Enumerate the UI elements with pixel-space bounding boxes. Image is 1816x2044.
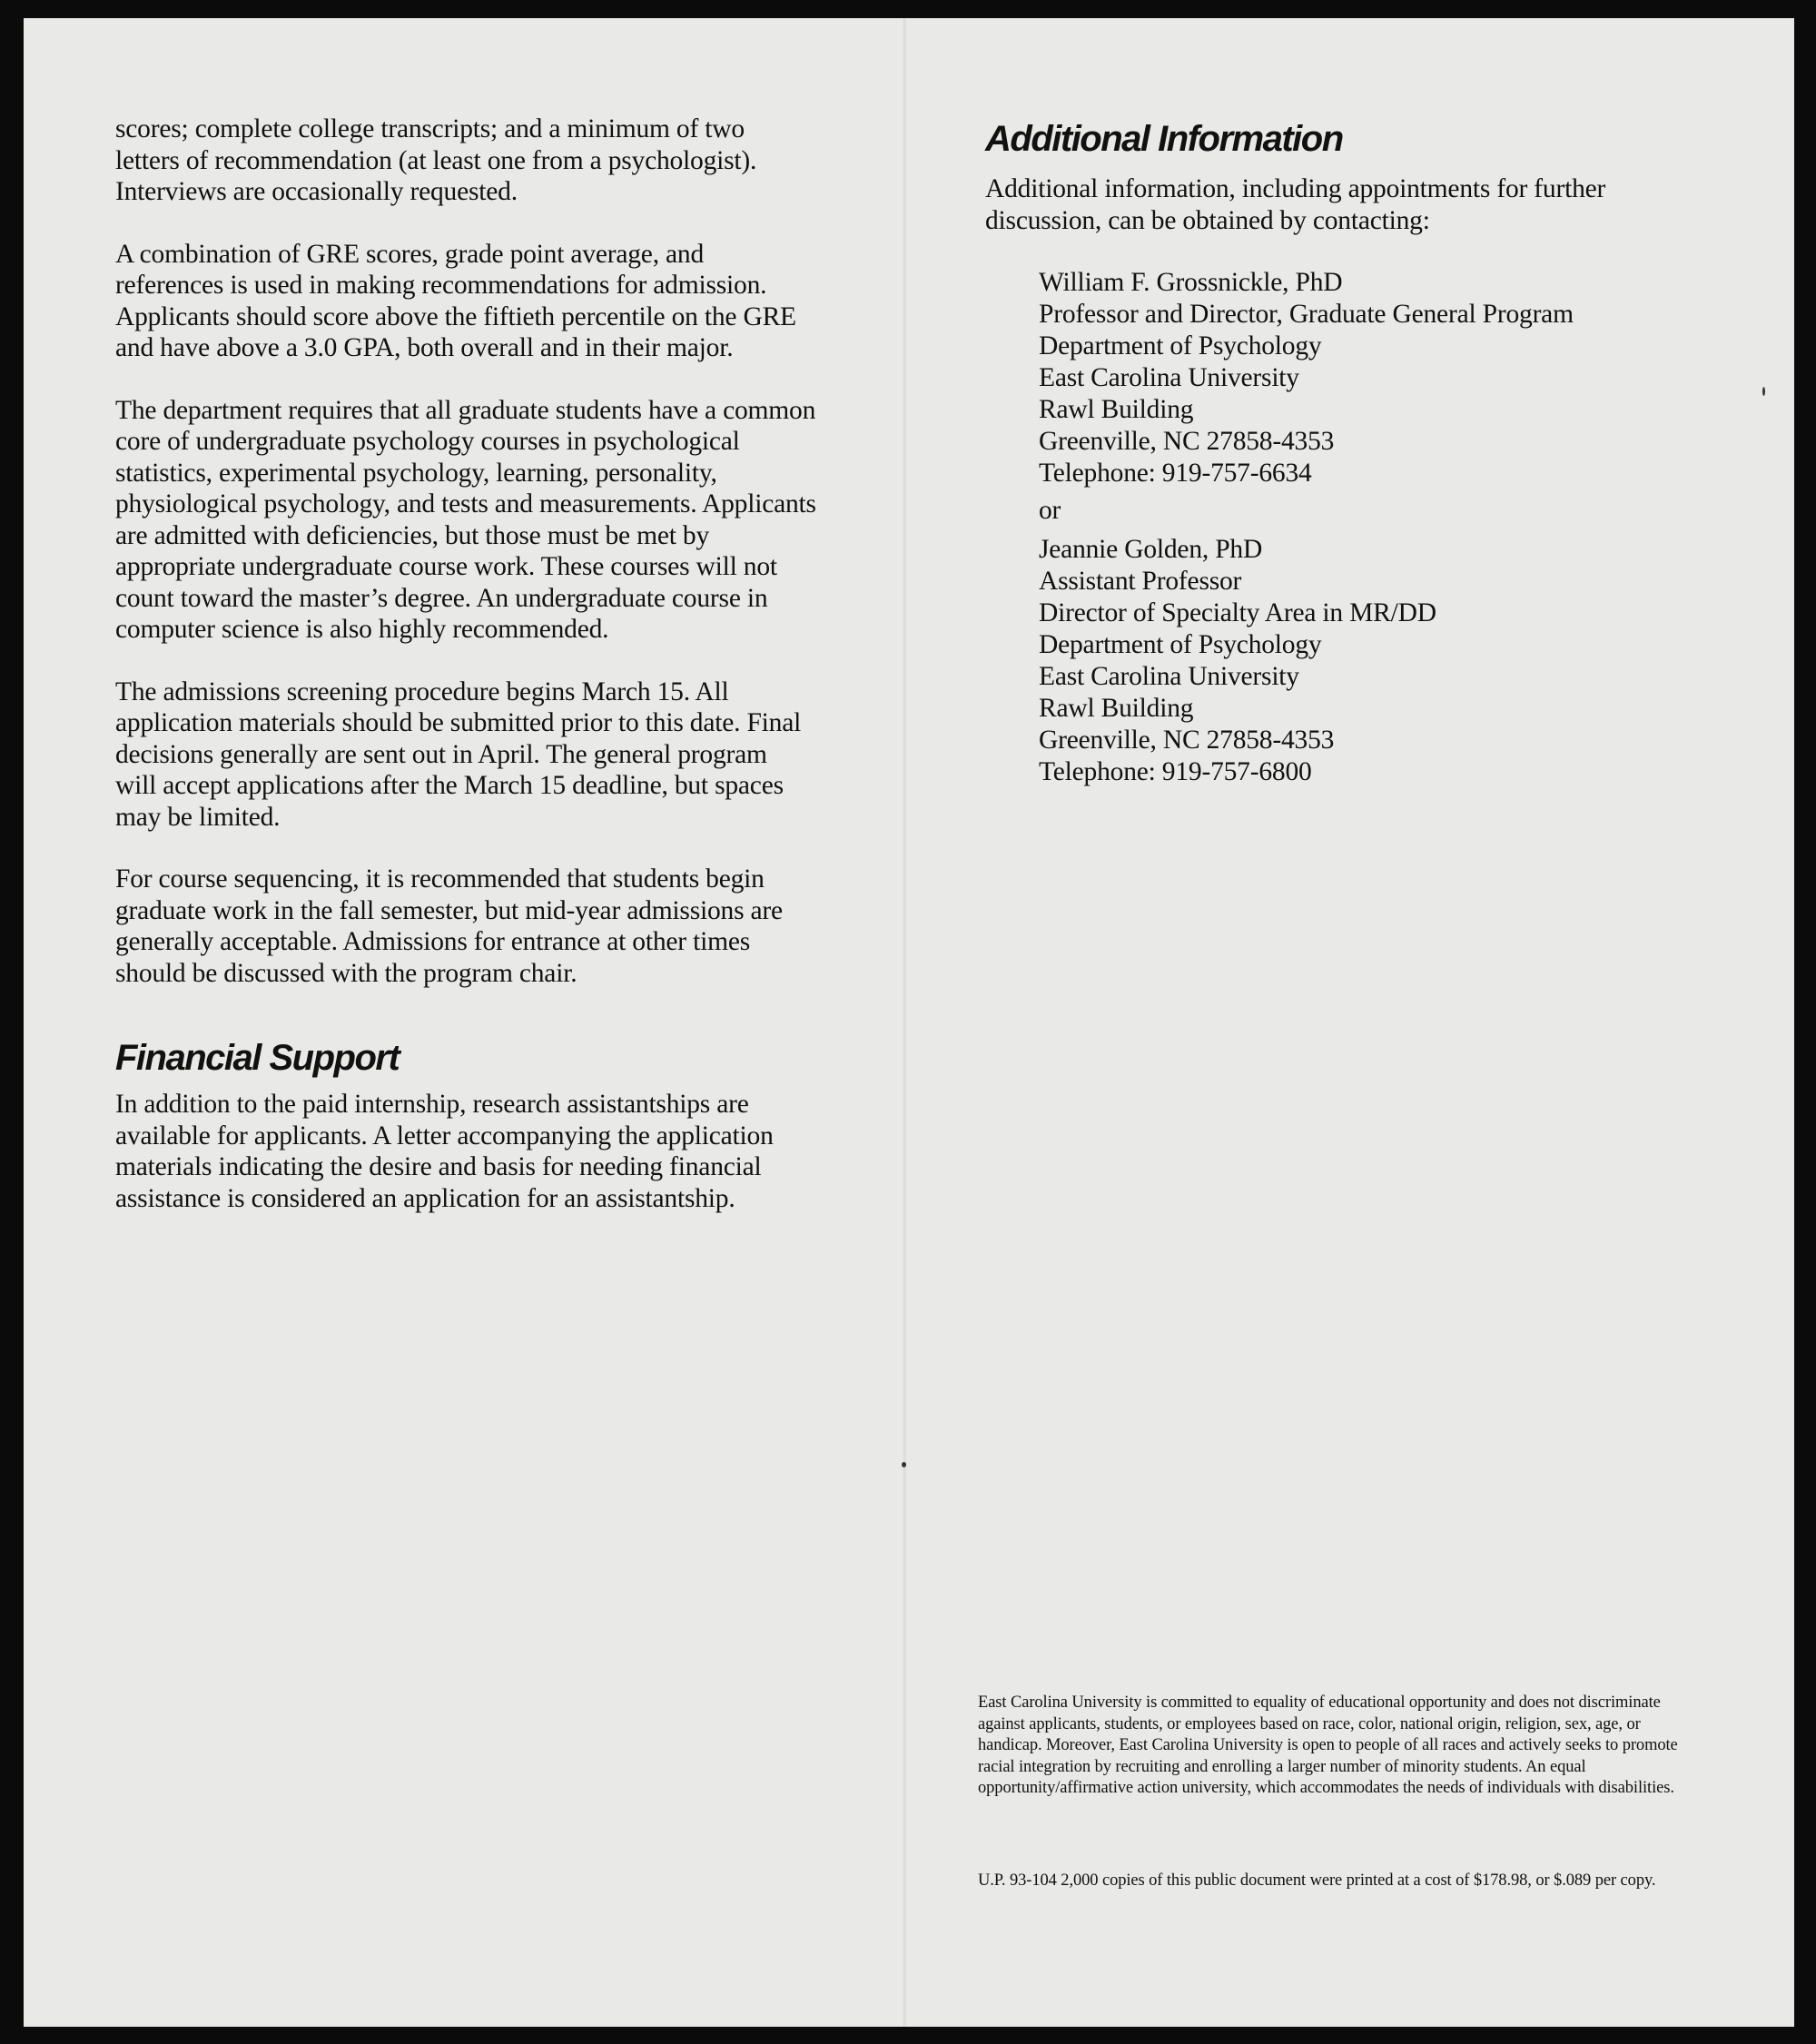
- contact-city: Greenville, NC 27858-4353: [1039, 427, 1335, 456]
- contact-title: Professor and Director, Graduate General Program: [1039, 300, 1574, 329]
- contact-title: Assistant Professor: [1039, 567, 1242, 596]
- contact-department: Department of Psychology: [1039, 630, 1322, 659]
- print-speck: [1762, 387, 1765, 396]
- admissions-requirements-paragraph: scores; complete college transcripts; and a minimum of two letters of recommendation (at least one from a psychologist). Interviews are occasionally requested.: [115, 114, 757, 206]
- course-sequencing-paragraph: For course sequencing, it is recommended that students begin graduate work in the fall semester, but mid-year admissions are generally acceptable. Admissions for entrance at other times should be discussed with the program chair.: [115, 864, 783, 988]
- contact-city: Greenville, NC 27858-4353: [1039, 726, 1335, 755]
- financial-support-heading: Financial Support: [115, 1038, 400, 1078]
- printing-cost-note: U.P. 93-104 2,000 copies of this public document were printed at a cost of $178.98, or $.089 per copy.: [978, 1871, 1656, 1890]
- additional-information-heading: Additional Information: [985, 119, 1343, 159]
- contact-department: Department of Psychology: [1039, 331, 1322, 360]
- right-column: [985, 114, 1730, 788]
- contact-golden: [1039, 534, 1730, 788]
- additional-information-intro: Additional information, including appointments for further discussion, can be obtained by contacting:: [985, 174, 1606, 235]
- screening-procedure-paragraph: The admissions screening procedure begins March 15. All application materials should be submitted prior to this date. Final decisions generally are sent out in April. The general program will accept applications after the March 15 deadline, but spaces may be limited.: [115, 676, 802, 832]
- prerequisite-courses-paragraph: The department requires that all graduate students have a common core of undergraduate psychology courses in psychological statistics, experimental psychology, learning, personality, physiological psychology, and tests and measurements. Applicants are admitted with deficiencies, but those must be met by appropriate undergraduate course work. These courses will not count toward the master’s degree. An undergraduate course in computer science is also highly recommended.: [115, 395, 816, 644]
- contact-role: Director of Specialty Area in MR/DD: [1039, 598, 1436, 627]
- contact-name: William F. Grossnickle, PhD: [1039, 268, 1343, 297]
- contact-telephone: Telephone: 919-757-6800: [1039, 757, 1312, 786]
- contact-university: East Carolina University: [1039, 363, 1299, 392]
- contact-telephone: Telephone: 919-757-6634: [1039, 459, 1312, 488]
- contact-name: Jeannie Golden, PhD: [1039, 535, 1263, 564]
- contact-building: Rawl Building: [1039, 395, 1194, 424]
- contact-building: Rawl Building: [1039, 694, 1194, 723]
- contact-grossnickle: [1039, 267, 1730, 527]
- left-column: [115, 114, 824, 1214]
- admissions-criteria-paragraph: A combination of GRE scores, grade point average, and references is used in making recommendations for admission. Applicants should score above the fiftieth percentile on the GRE and have above a 3.0 GPA, both overall and in their major.: [115, 239, 796, 362]
- print-speck: [902, 1462, 906, 1467]
- contact-separator-or: or: [1039, 496, 1061, 525]
- page-fold-line: [903, 18, 906, 2027]
- contact-university: East Carolina University: [1039, 662, 1299, 691]
- financial-support-paragraph: In addition to the paid internship, research assistantships are available for applicants. A letter accompanying the application materials indicating the desire and basis for needing financial assistance is considered an application for an assistantship.: [115, 1090, 774, 1213]
- equal-opportunity-statement: East Carolina University is committed to equality of educational opportunity and does not discriminate against applicants, students, or employees based on race, color, national origin, religion, sex, age, or handicap. Moreover, East Carolina University is open to people of all races and actively seeks to promote racial integration by recruiting and enrolling a larger number of minority students. An equal opportunity/affirmative action university, which accommodates the needs of individuals with disabilities.: [978, 1693, 1678, 1797]
